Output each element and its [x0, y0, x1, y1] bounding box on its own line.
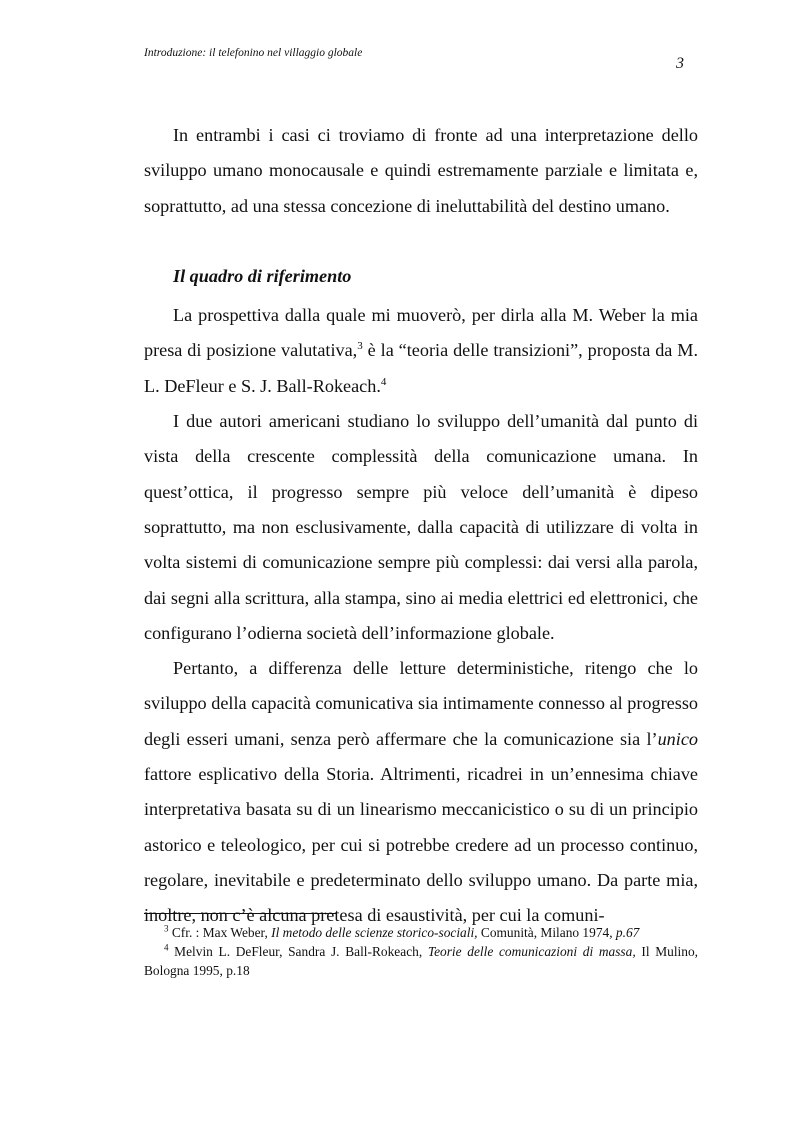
paragraph	[144, 651, 698, 933]
footnote-text: Melvin L. DeFleur, Sandra J. Ball-Rokeach,	[168, 944, 428, 959]
emphasis-text: unico	[657, 728, 698, 749]
paragraph-text: La prospettiva dalla quale mi muoverò, per dirla alla M. Weber la mia presa di posizione valutativa,	[144, 305, 698, 361]
footnote-mark: 3	[164, 923, 169, 934]
footnotes	[144, 923, 698, 980]
paragraph: In entrambi i casi ci troviamo di fronte ad una interpretazione dello sviluppo umano monocausale e quindi estremamente parziale e limitata e, soprattutto, ad una stessa concezione di ineluttabilità del destino umano.	[144, 125, 698, 216]
footnote-page: p.67	[615, 925, 640, 940]
body-text	[144, 118, 698, 934]
footnote-separator	[144, 913, 336, 914]
paragraph-text: è la “teoria delle transizioni”, proposta da M. L. DeFleur e S. J. Ball-Rokeach.	[144, 340, 698, 396]
section-spacer	[144, 224, 698, 259]
running-head: Introduzione: il telefonino nel villaggio globale	[144, 47, 363, 59]
footnote-text: Il Mulino, Bologna 1995, p.18	[144, 944, 699, 978]
footnote-mark: 4	[164, 942, 169, 953]
footnote-reference[interactable]: 3	[357, 340, 363, 353]
footnote	[144, 923, 698, 942]
paragraph-text: fattore esplicativo della Storia. Altrimenti, ricadrei in un’ennesima chiave interpretativa basata su di un linearismo meccanicistico o su di un principio astorico e teleologico, per cui si potrebbe credere ad un processo continuo, regolare, inevitabile e predeterminato dello sviluppo umano. Da parte mia, inoltre, non c’è alcuna pretesa di esaustività, per cui la comuni-	[144, 764, 698, 926]
footnote-text: Cfr. : Max Weber,	[168, 925, 272, 940]
section-heading: Il quadro di riferimento	[173, 265, 352, 286]
paragraph	[144, 298, 698, 404]
page-number: 3	[676, 55, 684, 72]
footnote	[144, 942, 698, 980]
paragraph: I due autori americani studiano lo sviluppo dell’umanità dal punto di vista della crescente complessità della comunicazione umana. In quest’ottica, il progresso sempre più veloce dell’umanità è dipeso soprattutto, ma non esclusivamente, dalla capacità di utilizzare di volta in volta sistemi di comunicazione sempre più complessi: dai versi alla parola, dai segni alla scrittura, alla stampa, sino ai media elettrici ed elettronici, che configurano l’odierna società dell’informazione globale.	[144, 411, 698, 643]
footnote-book-title: Teorie delle comunicazioni di massa,	[427, 944, 636, 959]
footnote-text: Comunità, Milano 1974,	[477, 925, 616, 940]
footnote-reference[interactable]: 4	[380, 375, 387, 388]
paragraph-text: Pertanto, a differenza delle letture deterministiche, ritengo che lo sviluppo della capacità comunicativa sia intimamente connesso al progresso degli esseri umani, senza però affermare che la comunicazione sia l’	[144, 658, 698, 749]
footnote-book-title: Il metodo delle scienze storico-sociali,	[271, 925, 478, 940]
